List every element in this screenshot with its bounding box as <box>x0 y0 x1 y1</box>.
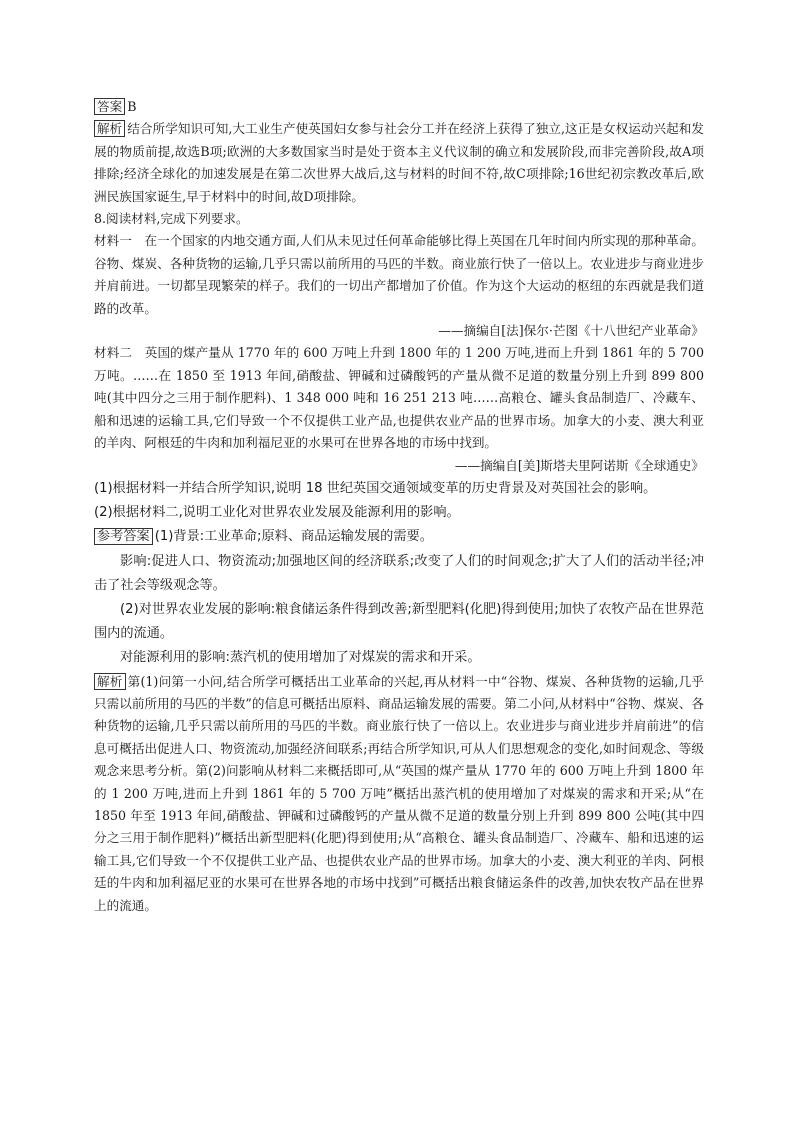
q7-analysis <box>94 118 704 208</box>
material-1-label: 材料一 <box>94 233 132 249</box>
question-number: 8. <box>94 211 107 227</box>
reference-answer-1 <box>94 525 704 549</box>
answer-value: B <box>127 99 137 114</box>
material-2-label: 材料二 <box>94 345 133 361</box>
page-content <box>94 96 704 917</box>
reference-influence: 影响:促进人口、物资流动;加强地区间的经济联系;改变了人们的时间观念;扩大了人们的活动半径;冲击了社会等级观念等。 <box>94 553 704 593</box>
q7-answer-line <box>94 96 704 118</box>
requirement-2: (2)根据材料二,说明工业化对世界农业发展及能源利用的影响。 <box>94 505 460 521</box>
material-2-source: ——摘编自[美]斯塔夫里阿诺斯《全球通史》 <box>454 457 704 473</box>
q7-analysis-text: 结合所学知识可知,大工业生产使英国妇女参与社会分工并在经济上获得了独立,这正是女权运动兴起和发展的物质前提,故选B项;欧洲的大多数国家当时是处于资本主义代议制的确立和发展阶段,而非完善阶段,故A项排除;经济全球化的加速发展是在第二次世界大战后,这与材料的时间不符,故C项排除;16世纪初宗教改革后,欧洲民族国家诞生,早于材料中的时间,故D项排除。 <box>94 121 704 204</box>
q8-analysis <box>94 671 704 917</box>
material-1 <box>94 230 704 320</box>
requirement-1: (1)根据材料一并结合所学知识,说明 18 世纪英国交通领域变革的历史背景及对英国社会的影响。 <box>94 480 657 496</box>
material-2 <box>94 342 704 454</box>
question-prompt: 阅读材料,完成下列要求。 <box>106 211 249 227</box>
reference-answer-label: 参考答案 <box>94 528 153 545</box>
q8-prompt-line <box>94 208 704 230</box>
reference-background: (1)背景:工业革命;原料、商品运输发展的需要。 <box>154 529 433 545</box>
material-2-text: 英国的煤产量从 1770 年的 600 万吨上升到 1800 年的 1 200 万吨,进而上升到 1861 年的 5 700 万吨。……在 1850 至 1913 年间,硝酸盐、钾碱和过磷酸钙的产量从微不足道的数量分别上升到 899 800 吨(其中四分之三用于制作肥料)、1 348 000 吨和 16 251 213 吨……高粮仓、罐头食品制造厂、冷藏车、船和迅速的运输工具,它们导致一个不仅提供工业产品,也提供农业产品的世界市场。加拿大的小麦、澳大利亚的羊肉、阿根廷的牛肉和加利福尼亚的水果可在世界各地的市场中找到。 <box>94 345 704 451</box>
q8-analysis-text: 第(1)问第一小问,结合所学可概括出工业革命的兴起,再从材料一中“谷物、煤炭、各种货物的运输,几乎只需以前所用的马匹的半数”的信息可概括出原料、商品运输发展的需要。第二小问,从材料中“谷物、煤炭、各种货物的运输,几乎只需以前所用的马匹的半数。商业旅行快了一倍以上。农业进步与商业进步并肩前进”的信息可概括出促进人口、物资流动,加强经济间联系;再结合所学知识,可从人们思想观念的变化,如时间观念、等级观念来思考分析。第(2)问影响从材料二来概括即可,从“英国的煤产量从 1770 年的 600 万吨上升到 1800 年的 1 200 万吨,进而上升到 1861 年的 5 700 万吨”概括出蒸汽机的使用增加了对煤炭的需求和开采;从“在 1850 年至 1913 年间,硝酸盐、钾碱和过磷酸钙的产量从微不足道的数量分别上升到 899 800 公吨(其中四分之三用于制作肥料)”概括出新型肥料(化肥)得到使用;从“高粮仓、罐头食品制造厂、冷藏车、船和迅速的运输工具,它们导致一个不仅提供工业产品、也提供农业产品的世界市场。加拿大的小麦、澳大利亚的羊肉、阿根廷的牛肉和加利福尼亚的水果可在世界各地的市场中找到”可概括出粮食储运条件的改善,加快农牧产品在世界上的流通。 <box>94 673 704 913</box>
material-1-text: 在一个国家的内地交通方面,人们从未见过任何革命能够比得上英国在几年时间内所实现的那种革命。谷物、煤炭、各种货物的运输,几乎只需以前所用的马匹的半数。商业旅行快了一倍以上。农业进步与商业进步并肩前进。一切都呈现繁荣的样子。我们的一切出产都增加了价值。作为这个大运动的枢纽的东西就是我们道路的改革。 <box>94 233 704 316</box>
analysis-label: 解析 <box>94 673 126 690</box>
material-1-source: ——摘编自[法]保尔·芒图《十八世纪产业革命》 <box>438 323 704 339</box>
reference-energy: 对能源利用的影响:蒸汽机的使用增加了对煤炭的需求和开采。 <box>120 650 481 666</box>
reference-agriculture: (2)对世界农业发展的影响:粮食储运条件得到改善;新型肥料(化肥)得到使用;加快了农牧产品在世界范围内的流通。 <box>94 601 704 642</box>
analysis-label: 解析 <box>94 120 125 137</box>
answer-label: 答案 <box>94 98 125 115</box>
